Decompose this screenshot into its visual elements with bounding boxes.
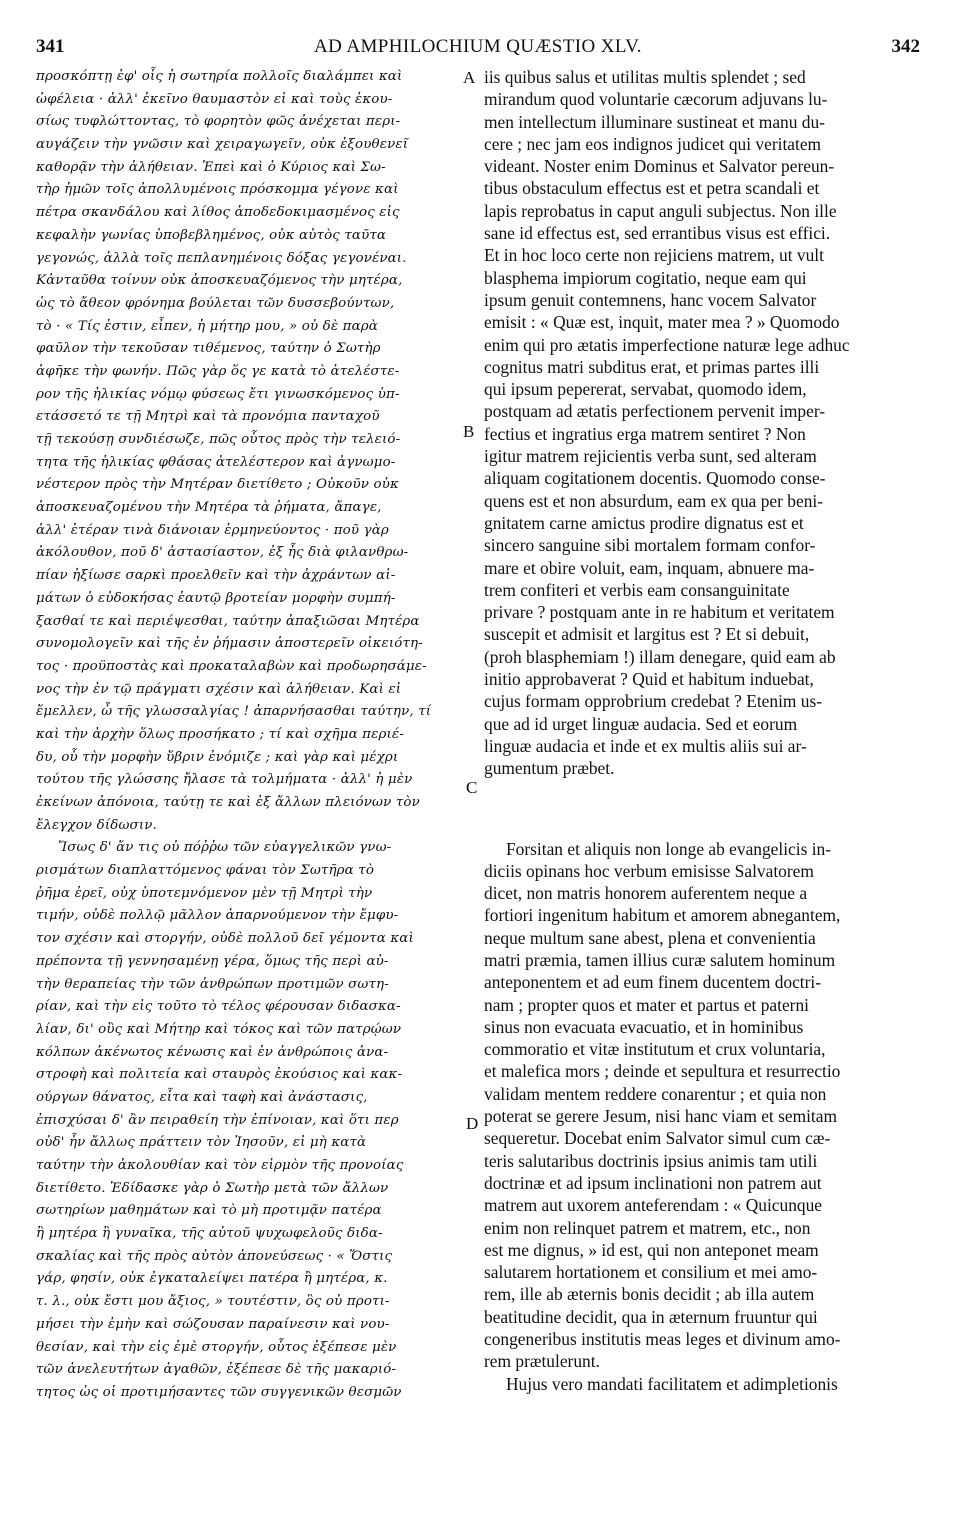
greek-text-line: προσκόπτῃ ἐφ' οἷς ἡ σωτηρία πολλοῖς διαλάμπει καὶ (36, 69, 403, 84)
greek-text-line: νέστερον πρὸς τὴν Μητέραν διετίθετο ; Οὐκοῦν οὐκ (36, 477, 399, 493)
latin-text-line: iis quibus salus et utilitas multis splendet ; sed (484, 67, 806, 87)
latin-text-line: matri præmia, tamen illius curæ salutem hominum (484, 949, 836, 970)
greek-text-line: ρισμάτων διαπλαττόμενος φάναι τὸν Σωτῆρα τὸ (36, 863, 375, 879)
latin-text-line: rem, ille ab æternis bonis decidit ; ab illa autem (484, 1284, 815, 1305)
greek-text-line: ἐκείνων ἀπόνοια, ταύτῃ τε καὶ ἐξ ἄλλων πλειόνων τὸν (36, 795, 420, 810)
latin-text-line: initio approbaverat ? Quid et habitum induebat, (484, 669, 814, 690)
greek-text-line: λίαν, δι' οὓς καὶ Μήτηρ καὶ τόκος καὶ τῶν πατρῴων (36, 1021, 402, 1037)
greek-text-line: γάρ, φησίν, οὐκ ἐγκαταλείψει πατέρα ἢ μητέρα, κ. (36, 1271, 388, 1287)
greek-text-line: σκαλίας καὶ τῆς πρὸς αὐτὸν ἀπονεύσεως · « Ὅστις (36, 1248, 393, 1264)
greek-text-line: ῥῆμα ἐρεῖ, οὐχ ὑποτεμνόμενον μὲν τῇ Μητρὶ τὴν (36, 885, 373, 901)
latin-text-line: Forsitan et aliquis non longe ab evangelicis in- (506, 838, 832, 859)
greek-text-line: ταύτην τὴν ἀκολουθίαν καὶ τὸν εἱρμὸν τῆς προνοίας (36, 1158, 404, 1173)
greek-text-line: νος τὴν ἐν τῷ πράγματι σχέσιν καὶ ἀλήθειαν. Καὶ εἰ (36, 681, 402, 697)
greek-text-line: ἢ μητέρα ἢ γυναῖκα, τῆς αὐτοῦ ψυχωφελοῦς διδα- (36, 1226, 383, 1242)
greek-text-line: οὐδ' ἦν ἄλλως πράττειν τὸν Ἰησοῦν, εἰ μὴ κατὰ (36, 1135, 367, 1151)
latin-text-line: enim non relinquet patrem et matrem, etc., non (484, 1217, 811, 1238)
greek-text-line: ἔμελλεν, ὦ τῆς γλωσσαλγίας ! ἀπαρνήσασθαι ταύτην, τί (36, 704, 432, 720)
greek-text-line: ετάσσετό τε τῇ Μητρὶ καὶ τὰ προνόμια πανταχοῦ (36, 409, 380, 425)
latin-text-line: mare et obire voluit, eam, inquam, abnuere ma- (484, 557, 815, 578)
greek-text-line: ούργων θάνατος, εἶτα καὶ ταφὴ καὶ ἀνάστασις, (36, 1089, 368, 1105)
greek-text-line: ἐπισχύσαι δ' ἂν πειραθείη τὴν ἐπίνοιαν, καὶ ὅτι περ (36, 1112, 399, 1128)
greek-text-line: ἀλλ' ἑτέραν τινὰ διάνοιαν ἑρμηνεύοντος · ποῦ γὰρ (36, 522, 389, 538)
latin-text-line: qui ipsum pepererat, servabat, quomodo idem, (484, 379, 807, 400)
margin-letter-b: B (463, 422, 475, 441)
greek-text-line: τὴρ ἡμῶν τοῖς ἀπολλυμένοις πρόσκομμα γέγονε καὶ (36, 182, 399, 198)
latin-text-line: mirandum quod voluntarie cæcorum adjuvans lu- (484, 89, 828, 110)
latin-text-line: lapis reprobatus in caput anguli subjectus. Non ille (484, 200, 837, 221)
latin-text-line: videant. Noster enim Dominus et Salvator pereun- (484, 156, 835, 177)
latin-text-line: trem confiteri et verbis eam consanguinitate (484, 579, 790, 600)
latin-text-line: diciis opinans hoc verbum emisisse Salvatorem (484, 860, 814, 881)
greek-text-line: ὠφέλεια · ἀλλ' ἐκεῖνο θαυμαστὸν εἰ καὶ τοὺς ἑκου- (36, 91, 393, 107)
greek-text-line: θεσίαν, καὶ τὴν εἰς ἐμὲ στοργήν, οὗτος ἐξέπεσε μὲν (36, 1339, 397, 1355)
greek-text-line: πέτρα σκανδάλου καὶ λίθος ἀποδεδοκιμασμένος εἰς (36, 205, 400, 221)
margin-letter-c: C (466, 778, 478, 797)
greek-text-line: Κἀνταῦθα τοίνυν οὐκ ἀποσκευαζόμενος τὴν μητέρα, (36, 273, 403, 289)
greek-text-line: τ. λ., οὐκ ἔστι μου ἄξιος, » τουτέστιν, ὃς οὐ προτι- (36, 1294, 390, 1310)
greek-text-line: τητα τῆς ἡλικίας φθάσας ἀτελέστερον καὶ ἀγνωμο- (36, 454, 396, 470)
greek-text-line: τητος ὡς οἱ προτιμήσαντες τῶν συγγενικῶν θεσμῶν (36, 1384, 402, 1400)
latin-text-line: doctrinæ et ad ipsum inclinationi non patrem aut (484, 1172, 822, 1193)
greek-text-line: μήσει τὴν ἐμὴν καὶ σώζουσαν παραίνεσιν καὶ νου- (36, 1316, 390, 1332)
latin-text-line: quens est et non absurdum, eam ex qua per beni- (484, 490, 824, 511)
latin-text-line: enim qui pro ætatis imperfectione naturæ lege adhuc (484, 334, 850, 355)
latin-text-line: privare ? postquam ante in re habitum et veritatem (484, 602, 835, 623)
latin-text-line: gnitatem carne amictus prodire dignatus est et (484, 512, 804, 533)
latin-text-line: dicet, non matris honorem auferentem neque a (484, 883, 808, 904)
latin-text-line: cere ; nec jam eos indignos judicet qui veritatem (484, 133, 822, 154)
latin-text-line: emisit : « Quæ est, inquit, mater mea ? » Quomodo (484, 312, 840, 333)
greek-text-line: ἀκόλουθον, ποῦ δ' ἀστασίαστον, ἐξ ἧς διὰ φιλανθρω- (36, 545, 409, 561)
latin-text-line: sane id effectus est, sed errantibus visus est effici. (484, 223, 831, 244)
latin-text-column (484, 66, 920, 1395)
greek-text-line: δυ, οὗ τὴν μορφὴν ὕβριν ἐνόμιζε ; καὶ γὰρ καὶ μέχρι (36, 749, 399, 765)
latin-text-line: neque multum sane abest, plena et convenientia (484, 927, 816, 948)
latin-text-line: postquam ad ætatis perfectionem pervenit imper- (484, 401, 826, 422)
greek-text-column (36, 66, 462, 1405)
latin-text-line: Et in hoc loco certe non rejiciens matrem, ut vult (484, 245, 824, 266)
greek-text-line: πίαν ἠξίωσε σαρκὶ προελθεῖν καὶ τὴν ἀχράντων αἱ- (36, 568, 396, 584)
latin-text-line: Hujus vero mandati facilitatem et adimpletionis (506, 1373, 838, 1394)
latin-text-line: fortiori ingenitum habitum et amorem abnegantem, (484, 905, 841, 926)
latin-text-line: igitur matrem rejicientis verba sunt, sed alteram (484, 446, 817, 467)
greek-text-line: τὴν θεραπείας τὴν τῶν ἀνθρώπων προτιμῶν σωτη- (36, 976, 389, 992)
paragraph-gap (484, 780, 920, 838)
greek-text-line: φαῦλον τὴν τεκοῦσαν τιθέμενος, ταύτην ὁ Σωτὴρ (36, 341, 381, 357)
greek-text-line: ἀφῆκε τὴν φωνήν. Πῶς γὰρ ὅς γε κατὰ τὸ ἀτελέστε- (36, 363, 400, 379)
margin-letter-d: D (466, 1114, 479, 1133)
latin-text-line: sequeretur. Docebat enim Salvator simul cum cæ- (484, 1128, 831, 1149)
greek-text-line: συνομολογεῖν καὶ τῆς ἐν ῥήμασιν ἀποστερεῖν οἰκειότη- (36, 636, 423, 652)
latin-text-line: blasphema impiorum cogitatio, neque eam qui (484, 267, 807, 288)
greek-text-line: πρέποντα τῇ γεννησαμένῃ γέρα, ὅμως τῆς περὶ αὐ- (36, 953, 389, 969)
greek-text-line: καὶ τὴν ἀρχὴν ὅλως προσήκατο ; τί καὶ σχῆμα περιέ- (36, 726, 404, 742)
latin-text-line: ipsum genuit contemnens, hanc vocem Salvator (484, 289, 817, 310)
greek-text-line: τον σχέσιν καὶ στοργήν, οὐδὲ πολλοῦ δεῖ γέμοντα καὶ (36, 931, 414, 947)
latin-text-line: commoratio et vitæ institutum et crux voluntaria, (484, 1039, 826, 1060)
latin-text-line: rem prætulerunt. (484, 1351, 600, 1372)
greek-text-line: τῇ τεκούσῃ συνδιέσωζε, πῶς οὗτος πρὸς τὴν τελειό- (36, 432, 401, 447)
latin-text-line: et malefica mors ; deinde et sepultura et resurrectio (484, 1061, 841, 1082)
latin-text-line: congeneribus institutis meas leges et divinum amo- (484, 1329, 841, 1350)
greek-text-line: τὸ · « Τίς ἐστιν, εἶπεν, ἡ μήτηρ μου, » οὐ δὲ παρὰ (36, 318, 378, 334)
greek-text-line: μάτων ὁ εὐδοκήσας ἑαυτῷ βροτείαν μορφὴν συμπή- (36, 590, 396, 606)
latin-text-line: nam ; propter quos et mater et partus et paterni (484, 994, 809, 1015)
latin-text-line: anteponentem et ad eum finem ducentem doctri- (484, 972, 822, 993)
latin-text-line: gumentum præbet. (484, 758, 615, 779)
greek-text-line: ὡς τὸ ἄθεον φρόνημα βούλεται τῶν δυσσεβούντων, (36, 295, 395, 311)
latin-text-line: sincero sanguine sibi mortalem formam confor- (484, 535, 816, 556)
page-number-right: 342 (891, 36, 920, 57)
greek-text-line: ξασθαί τε καὶ περιέψεσθαι, ταύτην ἀπαξιῶσαι Μητέρα (36, 613, 420, 629)
page-number-left: 341 (36, 36, 65, 57)
greek-text-line: διετίθετο. Ἐδίδασκε γὰρ ὁ Σωτὴρ μετὰ τῶν ἄλλων (36, 1180, 389, 1196)
running-header (36, 36, 920, 60)
greek-text-line: ἔλεγχον δίδωσιν. (36, 817, 157, 833)
greek-text-line: Ἴσως δ' ἄν τις οὐ πόῤῥω τῶν εὐαγγελικῶν γνω- (58, 840, 392, 856)
greek-text-line: αυγάζειν τὴν γνῶσιν καὶ χειραγωγεῖν, οὐκ ἐξουθενεῖ (36, 137, 409, 153)
latin-text-line: fectius et ingratius erga matrem sentiret ? Non (484, 423, 806, 444)
greek-text-line: τιμήν, οὐδὲ πολλῷ μᾶλλον ἀπαρνούμενον τὴν ἔμφυ- (36, 908, 399, 924)
latin-text-line: teris salutaribus doctrinis ipsius animis tam utili (484, 1150, 818, 1171)
greek-text-line: ρον τῆς ἡλικίας νόμῳ φύσεως ἔτι γινωσκόμενος ὑπ- (36, 386, 400, 402)
greek-text-line: κεφαλὴν γωνίας ὑποβεβλημένος, οὐκ αὐτὸς ταῦτα (36, 227, 387, 243)
latin-text-line: linguæ audacia et inde et ex multis aliis sui ar- (484, 735, 807, 756)
latin-text-line: sinus non evacuata evacuatio, et in hominibus (484, 1016, 804, 1037)
greek-text-line: τῶν ἀνελευτήτων ἀγαθῶν, ἐξέπεσε δὲ τῆς μακαριό- (36, 1362, 397, 1378)
latin-text-line: validam mentem reddere conarentur ; et quia non (484, 1083, 827, 1104)
greek-text-line: τούτου τῆς γλώσσης ἤλασε τὰ τολμήματα · ἀλλ' ἡ μὲν (36, 772, 413, 788)
latin-text-line: poterat se gerere Jesum, nisi hanc viam et semitam (484, 1106, 838, 1127)
greek-text-line: σωτηρίων μαθημάτων καὶ τὸ μὴ προτιμᾷν πατέρα (36, 1203, 382, 1219)
greek-text-line: ἀποσκευαζομένου τὴν Μητέρα τὰ ῥήματα, ἄπαγε, (36, 500, 382, 516)
latin-text-line: que ad id urget linguæ audacia. Sed et eorum (484, 713, 798, 734)
latin-text-line: cujus formam opprobrium credebat ? Etenim us- (484, 691, 823, 712)
latin-text-line: tibus obstaculum effectus est et petra scandali et (484, 178, 820, 199)
latin-text-line: matrem aut uxorem anteferendam : « Quicunque (484, 1195, 823, 1216)
greek-text-line: κόλπων ἀκένωτος κένωσις καὶ ἐν ἀνθρώποις ἀνα- (36, 1044, 389, 1060)
latin-text-line: men intellectum illuminare sustineat et manu du- (484, 111, 825, 132)
running-title: AD AMPHILOCHIUM QUÆSTIO XLV. (314, 36, 642, 57)
greek-text-line: γεγονώς, ἀλλὰ τοῖς πεπλανημένοις δόξας γεγονέναι. (36, 250, 407, 266)
greek-text-line: καθορᾷν τὴν ἀλήθειαν. Ἐπεὶ καὶ ὁ Κύριος καὶ Σω- (36, 159, 386, 175)
greek-text-line: στροφὴ καὶ πολιτεία καὶ σταυρὸς ἑκούσιος καὶ κακ- (36, 1067, 403, 1083)
latin-text-line: beatitudine decidit, qua in æternum fruuntur qui (484, 1306, 818, 1327)
latin-text-line: aliquam cogitationem docentis. Quomodo conse- (484, 468, 826, 489)
greek-text-line: τος · προϋποστὰς καὶ προκαταλαβὼν καὶ προδωρησάμε- (36, 658, 427, 674)
latin-text-line: cognitus matri subditus erat, et primas partes illi (484, 356, 820, 377)
greek-text-line: ρίαν, καὶ τὴν εἰς τοῦτο τὸ τέλος φέρουσαν διδασκα- (36, 999, 401, 1015)
latin-text-line: suscepit et admisit et largitus est ? Et si debuit, (484, 624, 810, 645)
latin-text-line: salutarem hortationem et consilium et mei amo- (484, 1262, 818, 1283)
margin-letter-a: A (463, 68, 476, 87)
greek-text-line: σίως τυφλώττοντας, τὸ φορητὸν φῶς ἀνέχεται περι- (36, 114, 401, 130)
latin-text-line: (proh blasphemiam !) illam denegare, quid eam ab (484, 646, 836, 667)
latin-text-line: est me dignus, » id est, qui non anteponet meam (484, 1239, 819, 1260)
